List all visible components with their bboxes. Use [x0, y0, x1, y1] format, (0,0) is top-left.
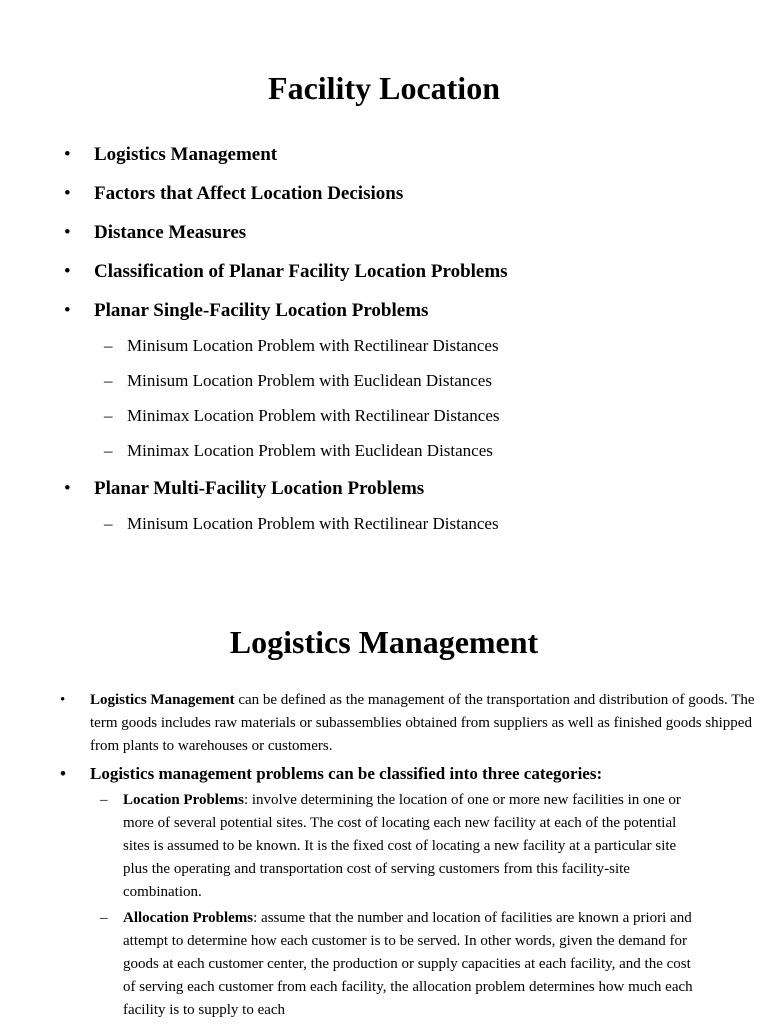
dash-icon: –	[104, 441, 113, 460]
definition-text: : involve determining the location of one or more new facilities in one or more of several potential sites. The cost of locating each new facility at each of the potential sites is assumed to be known. It is the fixed cost of locating a new facility at a particular site plus the operating and transportation cost of serving customers from this facility-site combination.	[123, 792, 681, 900]
bullet-icon: •	[64, 478, 71, 499]
list-item	[0, 299, 768, 462]
dash-icon: –	[104, 406, 113, 425]
list-item-text: Classification of Planar Facility Location Problems	[94, 261, 508, 282]
bullet-icon: •	[64, 183, 71, 204]
slide-title: Facility Location	[268, 70, 500, 106]
list-item-text: Logistics management problems can be classified into three categories:	[90, 764, 603, 783]
list-item	[0, 143, 768, 167]
list-item-text: Distance Measures	[94, 222, 247, 243]
sub-list-item-text: Minisum Location Problem with Rectilinear Distances	[127, 336, 499, 355]
sub-list-item	[94, 405, 768, 427]
term-label: Logistics Management	[90, 692, 235, 708]
bullet-icon: •	[64, 222, 71, 243]
list-item-text: Logistics Management	[94, 144, 278, 165]
definition-text: : assume that the number and location of facilities are known a priori and attempt to determine how each customer is to be served. In other words, given the demand for goods at each customer center, the production or supply capacities at each facility, and the cost of serving each customer from each facility, the allocation problem determines how much each facility is to supply to each	[123, 910, 693, 1018]
sub-list-item-text: Minisum Location Problem with Euclidean Distances	[127, 371, 492, 390]
bullet-icon: •	[60, 764, 66, 783]
dash-icon: –	[104, 336, 113, 355]
sub-list-item	[90, 789, 703, 904]
definition-list	[0, 689, 768, 1022]
term-label: Location Problems	[123, 792, 244, 808]
sub-list-item	[90, 907, 703, 1022]
list-item	[0, 477, 768, 535]
sub-list-item-text: Minimax Location Problem with Rectilinear Distances	[127, 406, 500, 425]
list-item	[0, 689, 768, 758]
dash-icon: –	[100, 910, 108, 926]
sub-list	[94, 335, 768, 462]
sub-list	[90, 789, 768, 1022]
sub-list-item	[94, 513, 768, 535]
list-item-text: Planar Single-Facility Location Problems	[94, 300, 429, 321]
bullet-icon: •	[64, 300, 71, 321]
bullet-icon: •	[64, 261, 71, 282]
term-label: Allocation Problems	[123, 910, 254, 926]
list-item-text: Planar Multi-Facility Location Problems	[94, 478, 425, 499]
sub-list	[94, 513, 768, 535]
sub-list-item	[94, 440, 768, 462]
list-item	[0, 260, 768, 284]
bullet-icon: •	[64, 144, 71, 165]
list-item	[0, 221, 768, 245]
list-item-text: Factors that Affect Location Decisions	[94, 183, 404, 204]
sub-list-item	[94, 370, 768, 392]
dash-icon: –	[104, 514, 113, 533]
sub-list-item	[94, 335, 768, 357]
sub-list-item-text: Minimax Location Problem with Euclidean Distances	[127, 441, 493, 460]
slide-logistics-management	[0, 600, 768, 1024]
bullet-icon: •	[60, 692, 66, 708]
list-item	[0, 182, 768, 206]
topic-list	[0, 143, 768, 535]
list-item	[0, 762, 768, 1022]
slide-title: Logistics Management	[229, 624, 539, 660]
definition-text: can be defined as the management of the transportation and distribution of goods. The term goods includes raw materials or subassemblies obtained from suppliers as well as finished goods shipped from plants to warehouses or customers.	[90, 692, 755, 754]
sub-list-item-text: Minisum Location Problem with Rectilinear Distances	[127, 514, 499, 533]
dash-icon: –	[100, 792, 108, 808]
dash-icon: –	[104, 371, 113, 390]
